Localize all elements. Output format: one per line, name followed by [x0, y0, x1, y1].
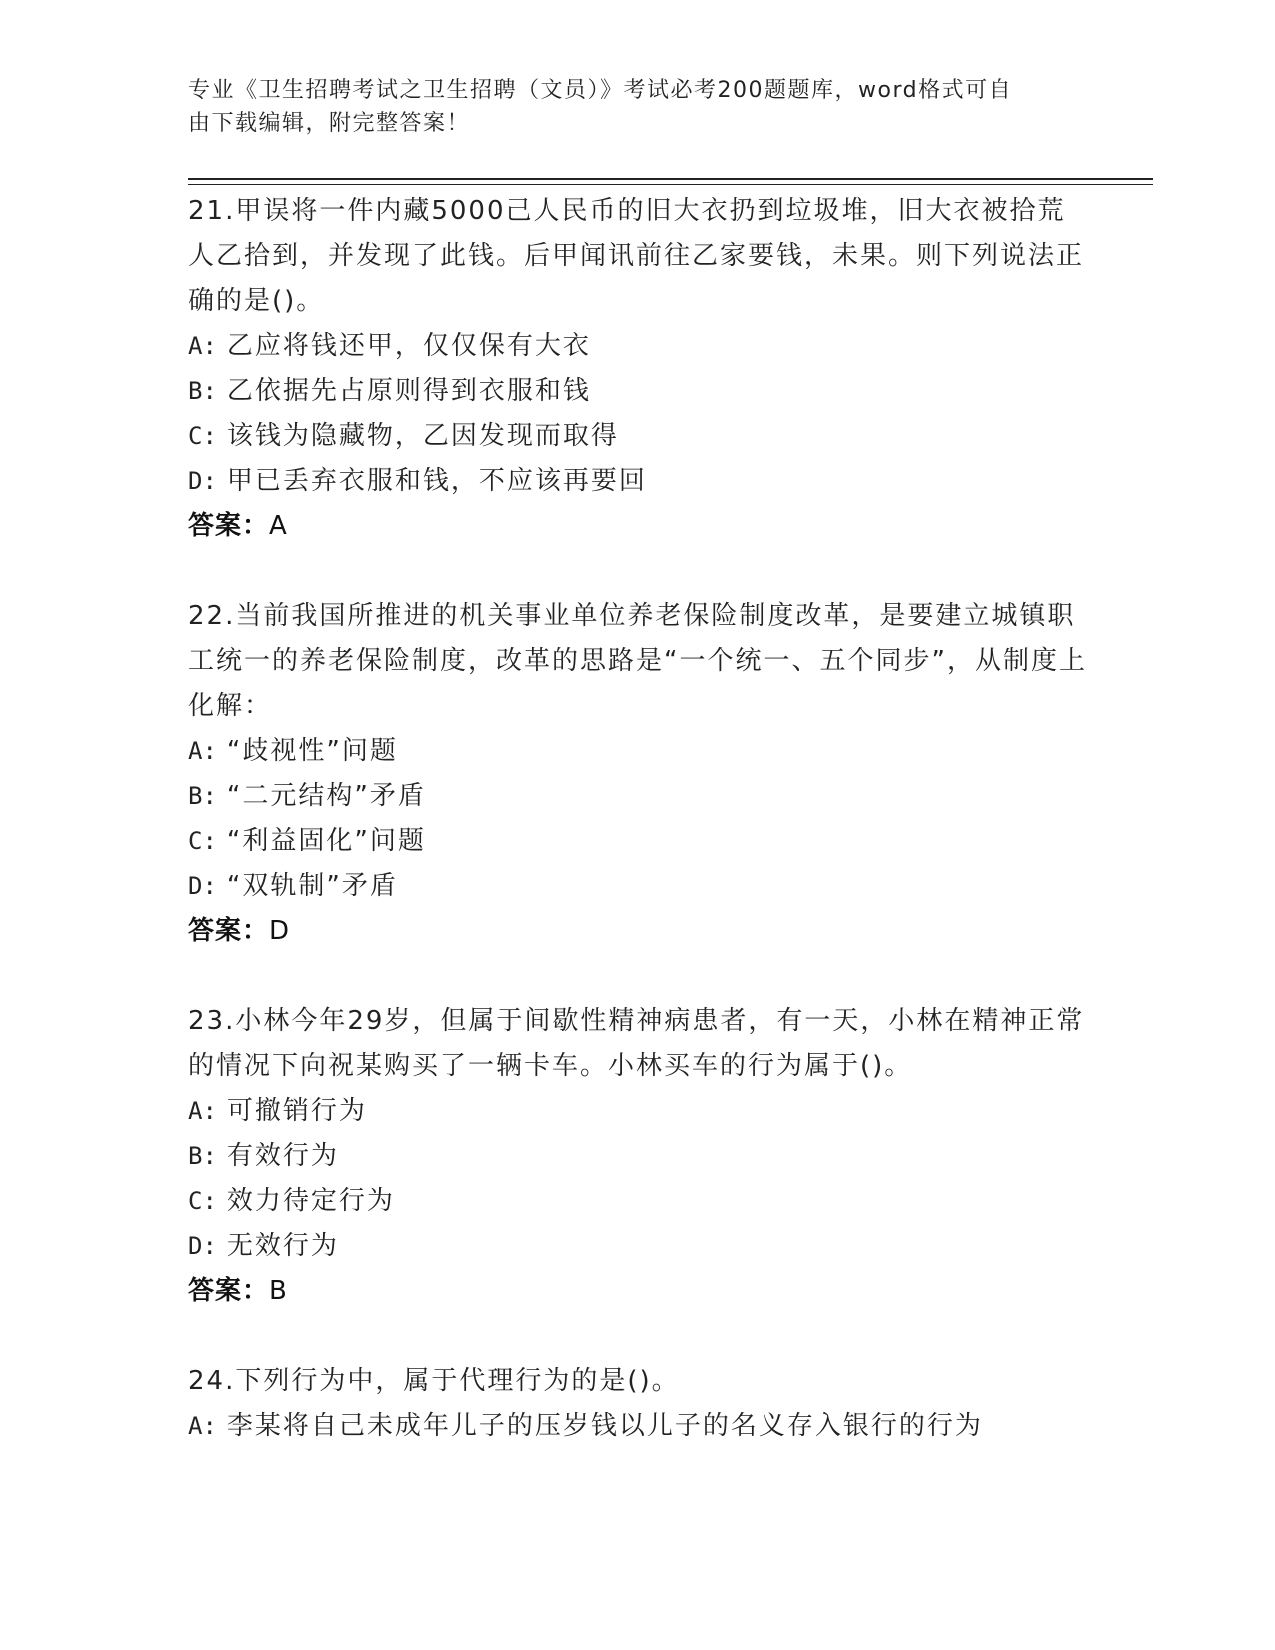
question-stem: 21.甲误将一件内藏5000己人民币的旧大衣扔到垃圾堆，旧大衣被拾荒人乙拾到，并发现了此钱。后甲闻讯前往乙家要钱，未果。则下列说法正确的是()。 [188, 196, 1085, 316]
option-text: “双轨制”矛盾 [226, 871, 398, 901]
header-line-1: 专业《卫生招聘考试之卫生招聘（文员）》考试必考200题题库，word格式可自 [188, 78, 1013, 103]
option-text: 无效行为 [226, 1231, 339, 1261]
option-key: A: [188, 1097, 217, 1125]
answer-value: A [269, 511, 287, 541]
option-text: 乙依据先占原则得到衣服和钱 [226, 376, 591, 406]
answer-value: D [269, 916, 290, 946]
question-stem: 23.小林今年29岁，但属于间歇性精神病患者，有一天，小林在精神正常的情况下向祝某购买了一辆卡车。小林买车的行为属于()。 [188, 1006, 1085, 1081]
answer-label: 答案： [188, 511, 270, 541]
option-key: B: [188, 782, 217, 810]
question-24 [188, 1359, 1088, 1449]
question-21 [188, 189, 1088, 549]
option-key: B: [188, 1142, 217, 1170]
option-key: C: [188, 422, 217, 450]
option-a [188, 324, 1088, 369]
option-text: “二元结构”矛盾 [226, 781, 426, 811]
option-key: A: [188, 737, 217, 765]
answer-label: 答案： [188, 916, 270, 946]
option-a [188, 729, 1088, 774]
header-divider-thick [188, 178, 1153, 180]
option-d [188, 459, 1088, 504]
option-text: 甲已丢弃衣服和钱，不应该再要回 [226, 466, 647, 496]
question-stem: 24.下列行为中，属于代理行为的是()。 [188, 1366, 680, 1396]
question-22 [188, 594, 1088, 954]
option-text: 乙应将钱还甲，仅仅保有大衣 [226, 331, 591, 361]
answer-label: 答案： [188, 1276, 270, 1306]
option-a [188, 1089, 1088, 1134]
header-divider-thin [188, 184, 1153, 185]
option-b [188, 774, 1088, 819]
answer-value: B [269, 1276, 287, 1306]
option-text: 李某将自己未成年儿子的压岁钱以儿子的名义存入银行的行为 [226, 1411, 983, 1441]
option-d [188, 1224, 1088, 1269]
option-b [188, 1134, 1088, 1179]
question-list [188, 189, 1088, 1449]
option-key: D: [188, 467, 217, 495]
option-a [188, 1404, 1088, 1449]
answer-line [188, 504, 1088, 549]
question-spacer [188, 549, 1088, 594]
option-text: “歧视性”问题 [226, 736, 398, 766]
option-key: C: [188, 1187, 217, 1215]
option-b [188, 369, 1088, 414]
question-23 [188, 999, 1088, 1314]
document-header [188, 74, 1088, 140]
option-key: A: [188, 1412, 217, 1440]
option-key: C: [188, 827, 217, 855]
question-stem: 22.当前我国所推进的机关事业单位养老保险制度改革，是要建立城镇职工统一的养老保险制度，改革的思路是“一个统一、五个同步”，从制度上化解： [188, 601, 1087, 721]
option-c [188, 414, 1088, 459]
option-key: B: [188, 377, 217, 405]
option-key: D: [188, 872, 217, 900]
option-text: 该钱为隐藏物，乙因发现而取得 [226, 421, 619, 451]
option-key: D: [188, 1232, 217, 1260]
answer-line [188, 1269, 1088, 1314]
question-spacer [188, 954, 1088, 999]
option-c [188, 1179, 1088, 1224]
option-text: 有效行为 [226, 1141, 339, 1171]
option-c [188, 819, 1088, 864]
option-key: A: [188, 332, 217, 360]
option-text: 可撤销行为 [226, 1096, 367, 1126]
answer-line [188, 909, 1088, 954]
option-text: “利益固化”问题 [226, 826, 426, 856]
option-d [188, 864, 1088, 909]
question-spacer [188, 1314, 1088, 1359]
option-text: 效力待定行为 [226, 1186, 395, 1216]
header-line-2: 由下载编辑，附完整答案！ [188, 111, 471, 136]
